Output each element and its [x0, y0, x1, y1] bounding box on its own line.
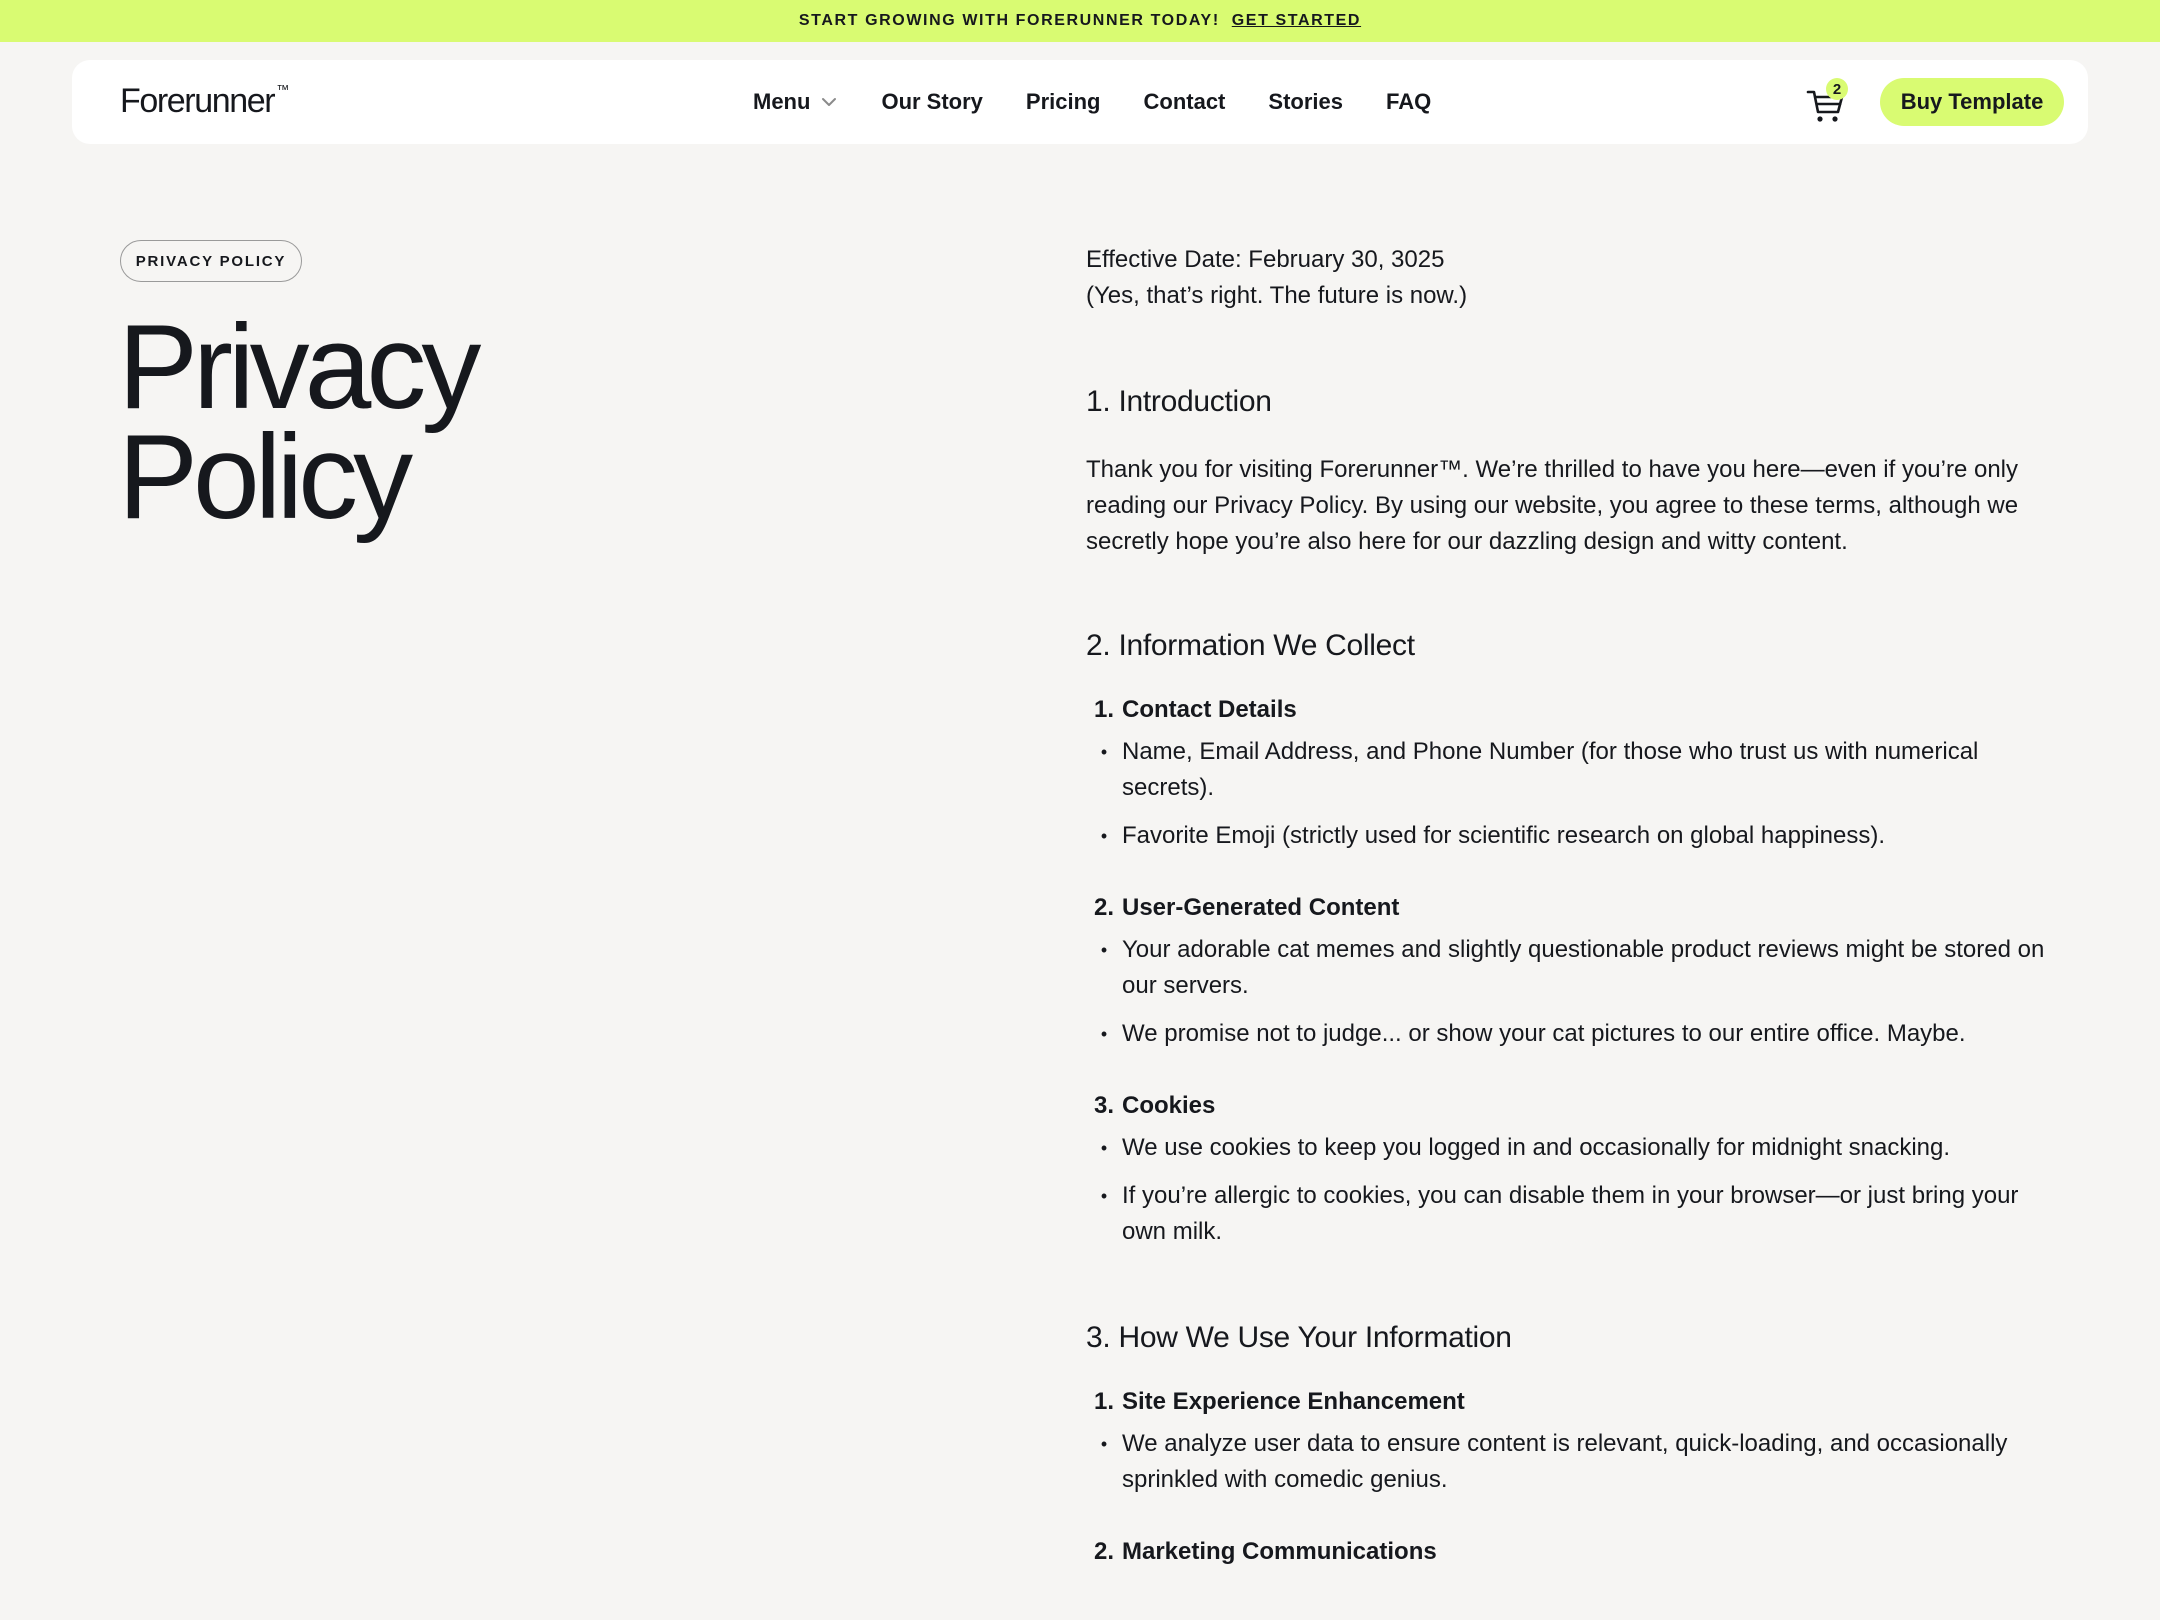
- subsection-title: [1086, 1088, 2052, 1124]
- nav-pricing[interactable]: Pricing: [1025, 89, 1101, 114]
- list-item-text: Name, Email Address, and Phone Number (for those who trust us with numerical secrets).: [1122, 738, 1979, 801]
- announcement-bar: [0, 0, 2160, 42]
- list-item-text: Favorite Emoji (strictly used for scientific research on global happiness).: [1122, 822, 1885, 849]
- subsection-number: 2.: [1093, 1538, 1114, 1565]
- list-item: • We promise not to judge... or show your cat pictures to our entire office. Maybe.: [1086, 1016, 2052, 1052]
- list-item: • Name, Email Address, and Phone Number (for those who trust us with numerical secrets).: [1086, 734, 2052, 806]
- subsection-title: [1086, 890, 2052, 926]
- list-item: • We use cookies to keep you logged in and occasionally for midnight snacking.: [1086, 1130, 2052, 1166]
- effective-date: Effective Date: February 30, 3025: [1086, 246, 1445, 273]
- page-title-line-1: Privacy: [118, 300, 477, 434]
- page-title: [118, 300, 718, 544]
- subsection-title-text: Site Experience Enhancement: [1122, 1388, 1465, 1415]
- subsection-title: [1086, 1534, 2052, 1570]
- chevron-down-icon: [820, 93, 838, 111]
- buy-template-button[interactable]: Buy Template: [1880, 78, 2064, 126]
- list-item-text: We promise not to judge... or show your cat pictures to our entire office. Maybe.: [1122, 1020, 1966, 1047]
- privacy-policy-tag: PRIVACY POLICY: [120, 240, 302, 282]
- subsection-title-text: Marketing Communications: [1122, 1538, 1437, 1565]
- list-item-text: We use cookies to keep you logged in and occasionally for midnight snacking.: [1122, 1134, 1951, 1161]
- nav-menu[interactable]: [753, 89, 838, 115]
- nav-contact[interactable]: Contact: [1143, 89, 1226, 114]
- subsection-title: [1086, 692, 2052, 728]
- list-item: • Favorite Emoji (strictly used for scientific research on global happiness).: [1086, 818, 2052, 854]
- announcement-text: START GROWING WITH FORERUNNER TODAY!: [798, 12, 1220, 29]
- logo[interactable]: [120, 82, 289, 121]
- navbar: [72, 60, 2088, 144]
- list-item-text: Your adorable cat memes and slightly questionable product reviews might be stored on our servers.: [1122, 936, 2045, 999]
- subsection-title-text: Contact Details: [1122, 696, 1297, 723]
- section-heading: 3. How We Use Your Information: [1086, 1321, 1512, 1354]
- subsection-number: 1.: [1093, 696, 1114, 723]
- list-item-text: We analyze user data to ensure content is relevant, quick-loading, and occasionally sprinkled with comedic genius.: [1122, 1430, 2008, 1493]
- logo-text: Forerunner: [120, 82, 275, 120]
- nav-menu-label: Menu: [753, 89, 811, 114]
- list-item: • Your adorable cat memes and slightly questionable product reviews might be stored on our servers.: [1086, 932, 2052, 1004]
- list-item: • If you’re allergic to cookies, you can disable them in your browser—or just bring your own milk.: [1086, 1178, 2052, 1250]
- subsection-number: 3.: [1093, 1092, 1114, 1119]
- subsection-number: 1.: [1093, 1388, 1114, 1415]
- list-item: • We analyze user data to ensure content is relevant, quick-loading, and occasionally sprinkled with comedic genius.: [1086, 1426, 2052, 1498]
- effective-note: (Yes, that’s right. The future is now.): [1086, 282, 1468, 309]
- nav-stories[interactable]: Stories: [1268, 89, 1343, 114]
- nav-our-story[interactable]: Our Story: [881, 89, 983, 114]
- section-paragraph: Thank you for visiting Forerunner™. We’re thrilled to have you here—even if you’re only reading our Privacy Policy. By using our website, you agree to these terms, although we secretly hope you’re also here for our dazzling design and witty content.: [1086, 456, 2019, 555]
- section-heading: 1. Introduction: [1086, 385, 1272, 418]
- subsection-number: 2.: [1093, 894, 1114, 921]
- list-item-text: If you’re allergic to cookies, you can disable them in your browser—or just bring your own milk.: [1122, 1182, 2019, 1245]
- page-title-line-2: Policy: [118, 410, 409, 544]
- subsection-title-text: Cookies: [1122, 1092, 1216, 1119]
- policy-content: [1086, 242, 2052, 1576]
- subsection-title-text: User-Generated Content: [1122, 894, 1400, 921]
- section-heading: 2. Information We Collect: [1086, 629, 1415, 662]
- get-started-link[interactable]: GET STARTED: [1231, 12, 1362, 29]
- main-nav: [753, 60, 1474, 144]
- cart-count-badge: 2: [1826, 78, 1848, 100]
- nav-faq[interactable]: FAQ: [1385, 89, 1432, 114]
- logo-trademark: ™: [276, 81, 290, 97]
- subsection-title: [1086, 1384, 2052, 1420]
